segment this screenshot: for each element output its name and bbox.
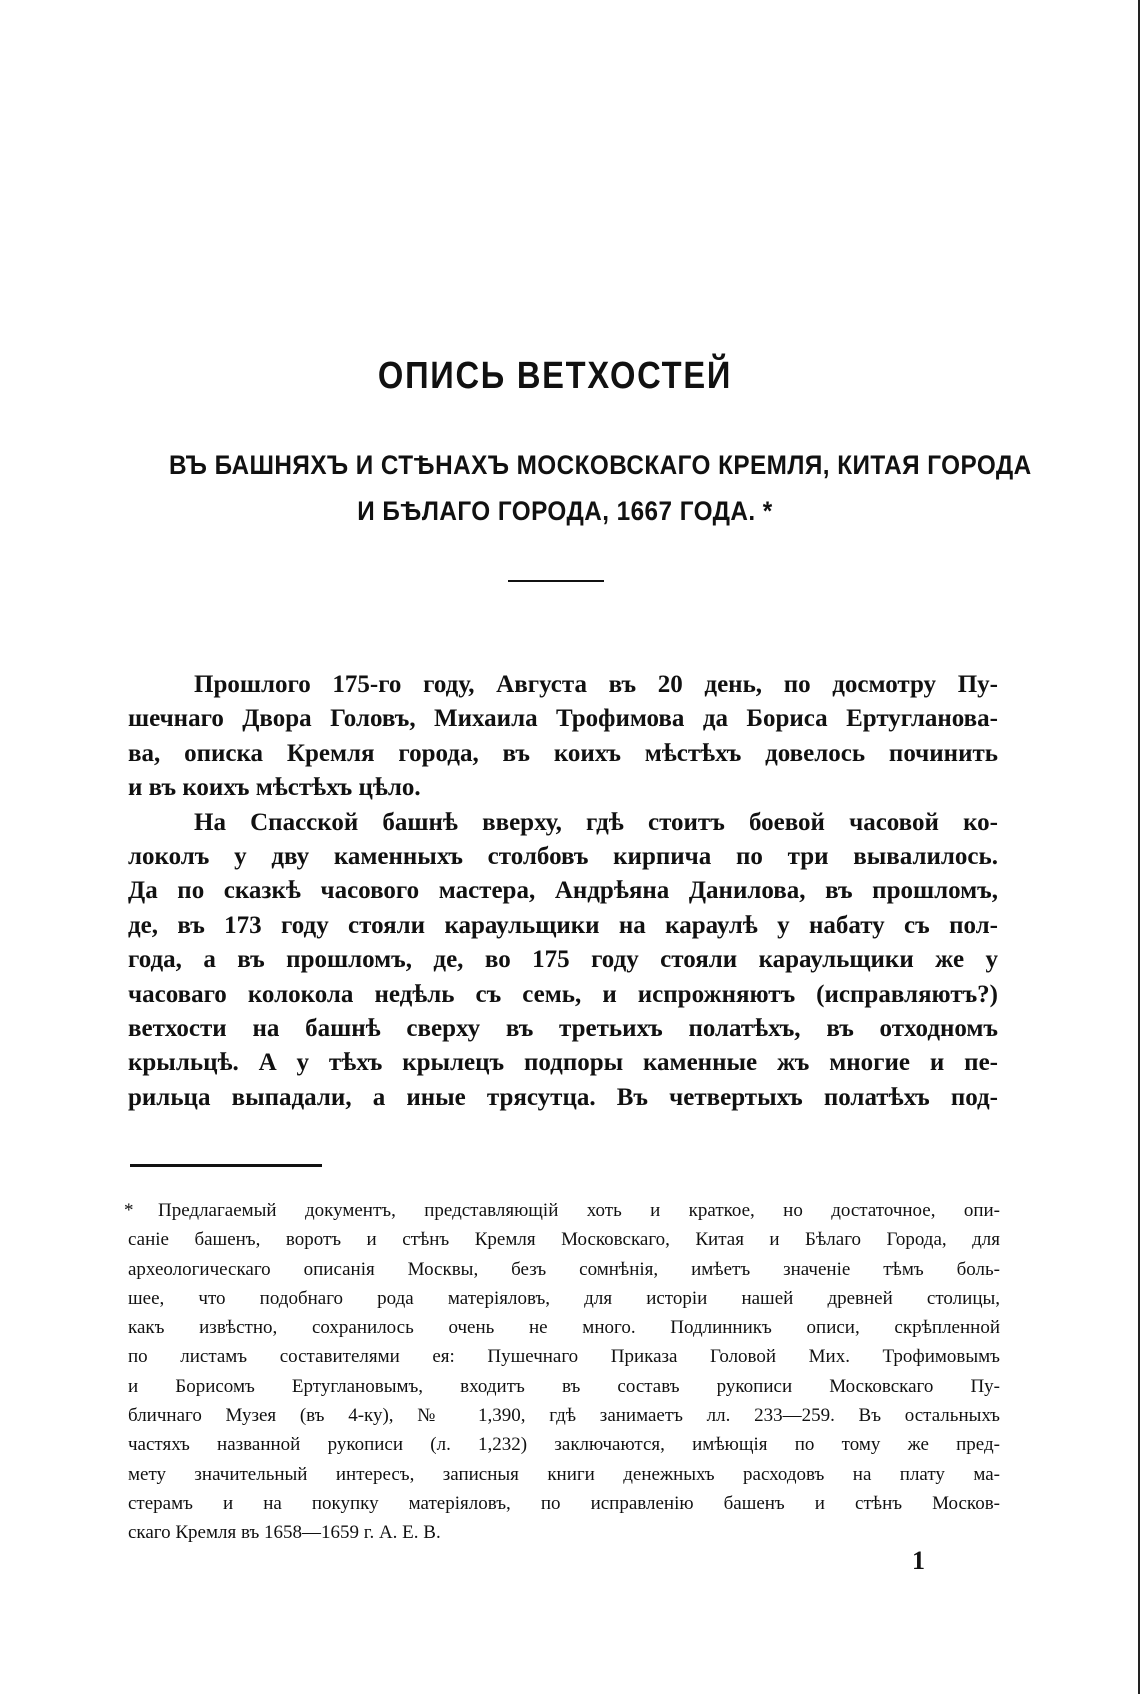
body-line: Да по сказкѣ часового мастера, Андрѣяна Данилова, въ прошломъ,: [128, 877, 998, 905]
footnote-line: какъ извѣстно, сохранилось очень не много. Подлинникъ описи, скрѣпленной: [128, 1317, 1000, 1339]
body-line: Прошлого 175-го году, Августа въ 20 день, по досмотру Пу-: [194, 671, 998, 698]
footnote-line: по листамъ составителями ея: Пушечнаго Приказа Головой Мих. Трофимовымъ: [128, 1346, 1000, 1368]
document-title: ОПИСЬ ВЕТХОСТЕЙ: [377, 355, 733, 397]
body-line: рильца выпадали, а иные трясутца. Въ четвертыхъ полатѣхъ под-: [128, 1083, 998, 1111]
title-divider: [508, 580, 604, 582]
subtitle-line: И БѢЛАГО ГОРОДА, 1667 ГОДА. *: [357, 496, 773, 526]
body-line: шечнаго Двора Головъ, Михаила Трофимова да Бориса Ертугланова-: [128, 705, 998, 733]
body-line: ветхости на башнѣ сверху въ третьихъ полатѣхъ, въ отходномъ: [128, 1015, 998, 1043]
body-line: часоваго колокола недѣль съ семь, и испрожняютъ (исправляютъ?): [128, 980, 998, 1008]
footnote-line: и Борисомъ Ертуглановымъ, входитъ въ составъ рукописи Московскаго Пу-: [128, 1375, 1000, 1397]
subtitle-line: ВЪ БАШНЯХЪ И СТѢНАХЪ МОСКОВСКАГО КРЕМЛЯ, КИТАЯ ГОРОДА: [169, 450, 1032, 480]
footnote-line: Предлагаемый документъ, представляющій хоть и краткое, но достаточное, опи-: [158, 1200, 1000, 1221]
body-line: На Спасской башнѣ вверху, гдѣ стоитъ боевой часовой ко-: [194, 808, 998, 836]
footnote-line: шее, что подобнаго рода матеріяловъ, для исторіи нашей древней столицы,: [128, 1287, 1000, 1309]
footnote-line: скаго Кремля въ 1658—1659 г. А. Е. В.: [128, 1522, 441, 1544]
body-line: ва, описка Кремля города, въ коихъ мѣстѣхъ довелось починить: [128, 739, 998, 767]
footnote-line: стерамъ и на покупку матеріяловъ, по исправленію башенъ и стѣнъ Москов-: [128, 1492, 1000, 1514]
body-line: крыльцѣ. А у тѣхъ крылецъ подпоры каменные жъ многие и пе-: [128, 1049, 998, 1077]
footnote-line: мету значительный интересъ, записныя книги денежныхъ расходовъ на плату ма-: [128, 1463, 1000, 1485]
body-line: локолъ у дву каменныхъ столбовъ кирпича по три вывалилось.: [128, 843, 998, 871]
body-text: [128, 668, 998, 1115]
footnote-line: саніе башенъ, воротъ и стѣнъ Кремля Московскаго, Китая и Бѣлаго Города, для: [128, 1229, 1000, 1251]
body-line: года, а въ прошломъ, де, во 175 году стояли караульщики же у: [128, 946, 998, 974]
footnote-marker: *: [124, 1200, 134, 1221]
footnote-divider: [130, 1164, 322, 1167]
body-line: де, въ 173 году стояли караульщики на караулѣ у набату съ пол-: [128, 911, 998, 939]
page-number: 1: [912, 1546, 925, 1575]
body-line: и въ коихъ мѣстѣхъ цѣло.: [128, 774, 421, 802]
document-subtitle: [125, 442, 1032, 534]
footnote-line: частяхъ названной рукописи (л. 1,232) заключаются, имѣющія по тому же пред-: [128, 1434, 1000, 1456]
footnote-line: археологическаго описанія Москвы, безъ сомнѣнія, имѣетъ значеніе тѣмъ боль-: [128, 1258, 1000, 1280]
footnote: [124, 1196, 1000, 1548]
footnote-line: бличнаго Музея (въ 4-ку), № 1,390, гдѣ занимаетъ лл. 233—259. Въ остальныхъ: [128, 1405, 1000, 1427]
